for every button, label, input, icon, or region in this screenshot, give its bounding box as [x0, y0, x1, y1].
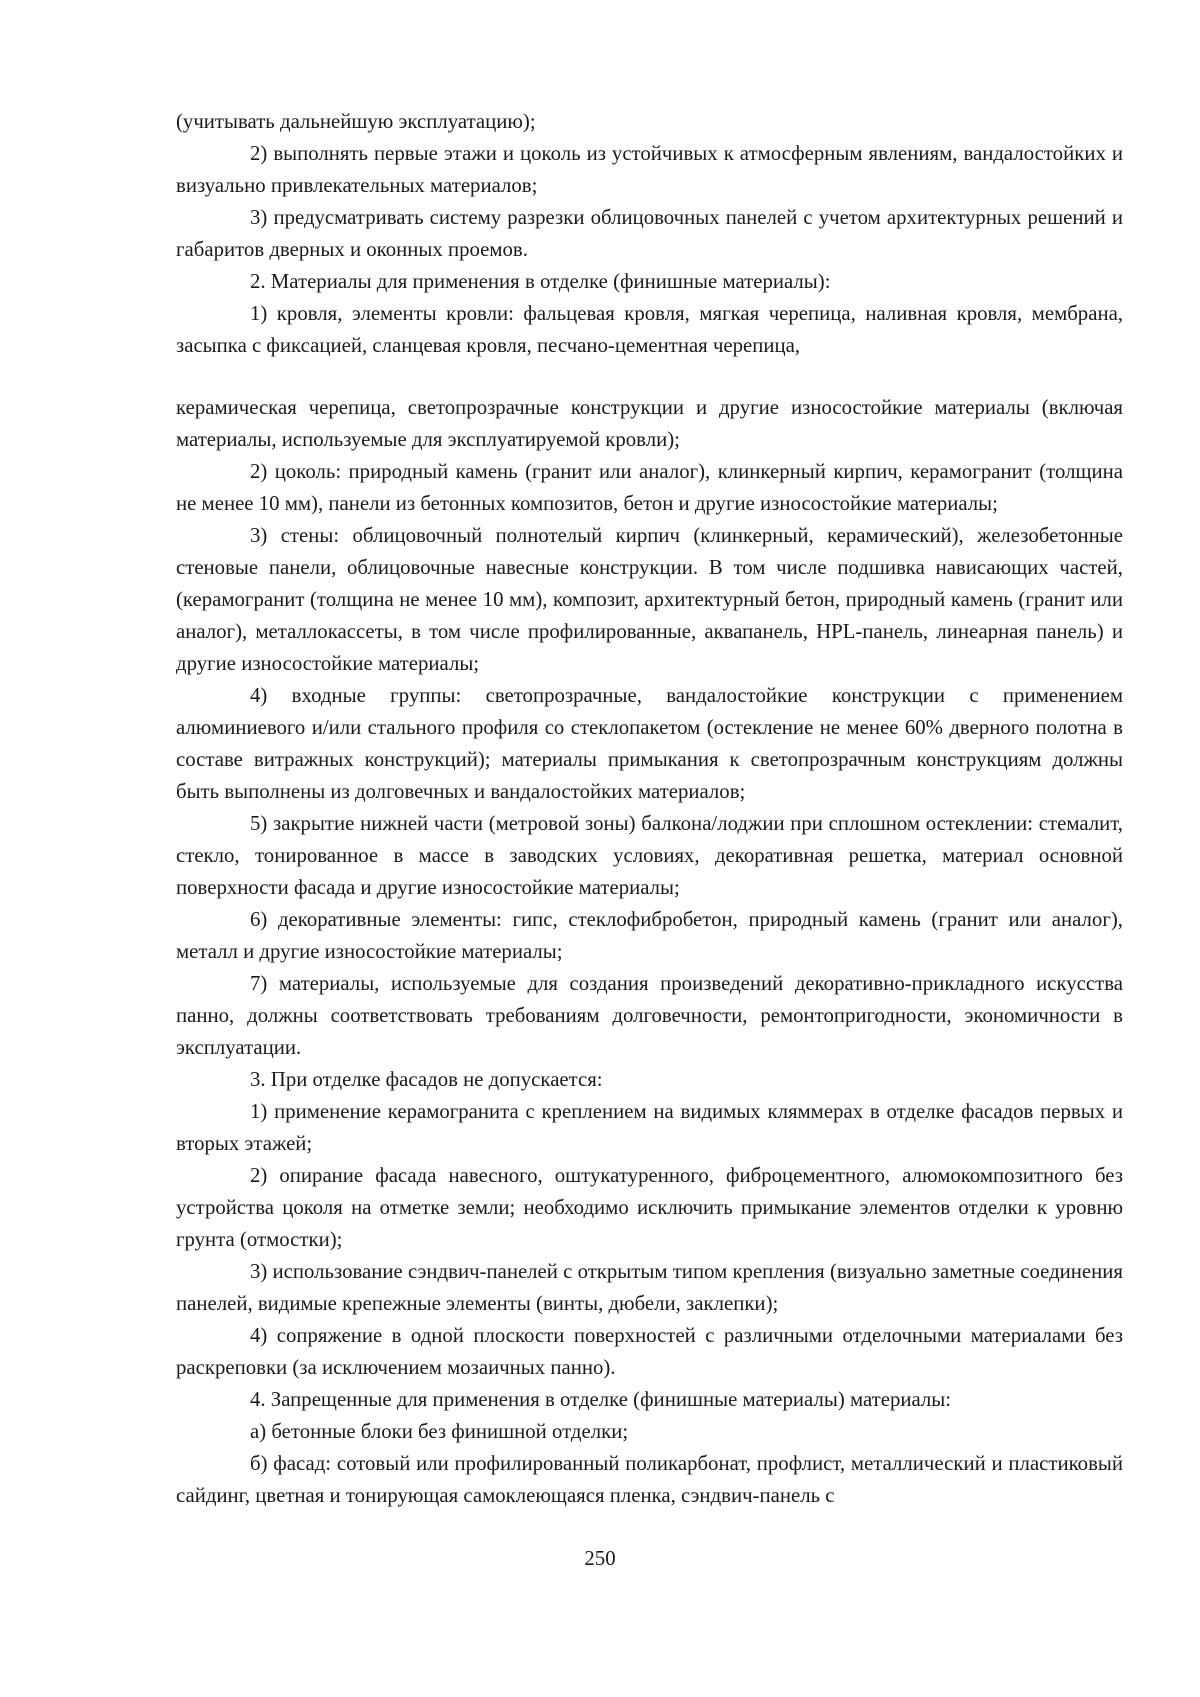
paragraph-prohibited-2: 2) опирание фасада навесного, оштукатуренного, фиброцементного, алюмокомпозитного без устройства цоколя на отметке земли; необходимо исключить примыкание элементов отделки к уровню грунта (отмостки); [176, 1164, 1123, 1251]
paragraph-forbidden-b: б) фасад: сотовый или профилированный поликарбонат, профлист, металлический и пластиковый сайдинг, цветная и тонирующая самоклеющаяся пленка, сэндвич-панель с [176, 1452, 1123, 1507]
paragraph-continuation: (учитывать дальнейшую эксплуатацию); [176, 110, 536, 133]
page-number: 250 [584, 1547, 616, 1570]
section-heading-3: 3. При отделке фасадов не допускается: [250, 1068, 603, 1091]
section-heading-2: 2. Материалы для применения в отделке (финишные материалы): [250, 270, 831, 293]
paragraph-item-2: 2) выполнять первые этажи и цоколь из устойчивых к атмосферным явлениям, вандалостойких и визуально привлекательных материалов; [176, 142, 1123, 197]
paragraph-prohibited-3: 3) использование сэндвич-панелей с открытым типом крепления (визуально заметные соединения панелей, видимые крепежные элементы (винты, дюбели, заклепки); [176, 1260, 1123, 1315]
paragraph-balcony: 5) закрытие нижней части (метровой зоны) балкона/лоджии при сплошном остеклении: стемалит, стекло, тонированное в массе в заводских условиях, декоративная решетка, материал основной поверхности фасада и другие износостойкие материалы; [176, 812, 1123, 899]
text-block-main [176, 392, 1123, 1512]
paragraph-entrance-groups: 4) входные группы: светопрозрачные, вандалостойкие конструкции с применением алюминиевого и/или стального профиля со стеклопакетом (остекление не менее 60% дверного полотна в составе витражных конструкций); материалы примыкания к светопрозрачным конструкциям должны быть выполнены из долговечных и вандалостойких материалов; [176, 684, 1123, 803]
paragraph-prohibited-4: 4) сопряжение в одной плоскости поверхностей с различными отделочными материалами без раскреповки (за исключением мозаичных панно). [176, 1324, 1123, 1379]
paragraph-decorative-art: 7) материалы, используемые для создания произведений декоративно-прикладного искусства панно, должны соответствовать требованиям долговечности, ремонтопригодности, экономичности в эксплуатации. [176, 972, 1123, 1059]
text-block-top [176, 106, 1123, 362]
paragraph-walls: 3) стены: облицовочный полнотелый кирпич (клинкерный, керамический), железобетонные стеновые панели, облицовочные навесные конструкции. В том числе подшивка нависающих частей, (керамогранит (толщина не менее 10 мм), композит, архитектурный бетон, природный камень (гранит или аналог), металлокассеты, в том числе профилированные, аквапанель, HPL-панель, линеарная панель) и другие износостойкие материалы; [176, 524, 1123, 675]
paragraph-decorative-elements: 6) декоративные элементы: гипс, стеклофибробетон, природный камень (гранит или аналог), металл и другие износостойкие материалы; [176, 908, 1123, 963]
paragraph-roof-continuation: керамическая черепица, светопрозрачные конструкции и другие износостойкие материалы (включая материалы, используемые для эксплуатируемой кровли); [176, 396, 1123, 451]
paragraph-forbidden-a: а) бетонные блоки без финишной отделки; [250, 1420, 629, 1443]
paragraph-plinth: 2) цоколь: природный камень (гранит или аналог), клинкерный кирпич, керамогранит (толщина не менее 10 мм), панели из бетонных композитов, бетон и другие износостойкие материалы; [176, 460, 1123, 515]
paragraph-roof: 1) кровля, элементы кровли: фальцевая кровля, мягкая черепица, наливная кровля, мембрана, засыпка с фиксацией, сланцевая кровля, песчано-цементная черепица, [176, 302, 1123, 357]
section-heading-4: 4. Запрещенные для применения в отделке (финишные материалы) материалы: [250, 1388, 952, 1411]
paragraph-prohibited-1: 1) применение керамогранита с креплением на видимых кляммерах в отделке фасадов первых и вторых этажей; [176, 1100, 1123, 1155]
paragraph-item-3: 3) предусматривать систему разрезки облицовочных панелей с учетом архитектурных решений и габаритов дверных и оконных проемов. [176, 206, 1123, 261]
